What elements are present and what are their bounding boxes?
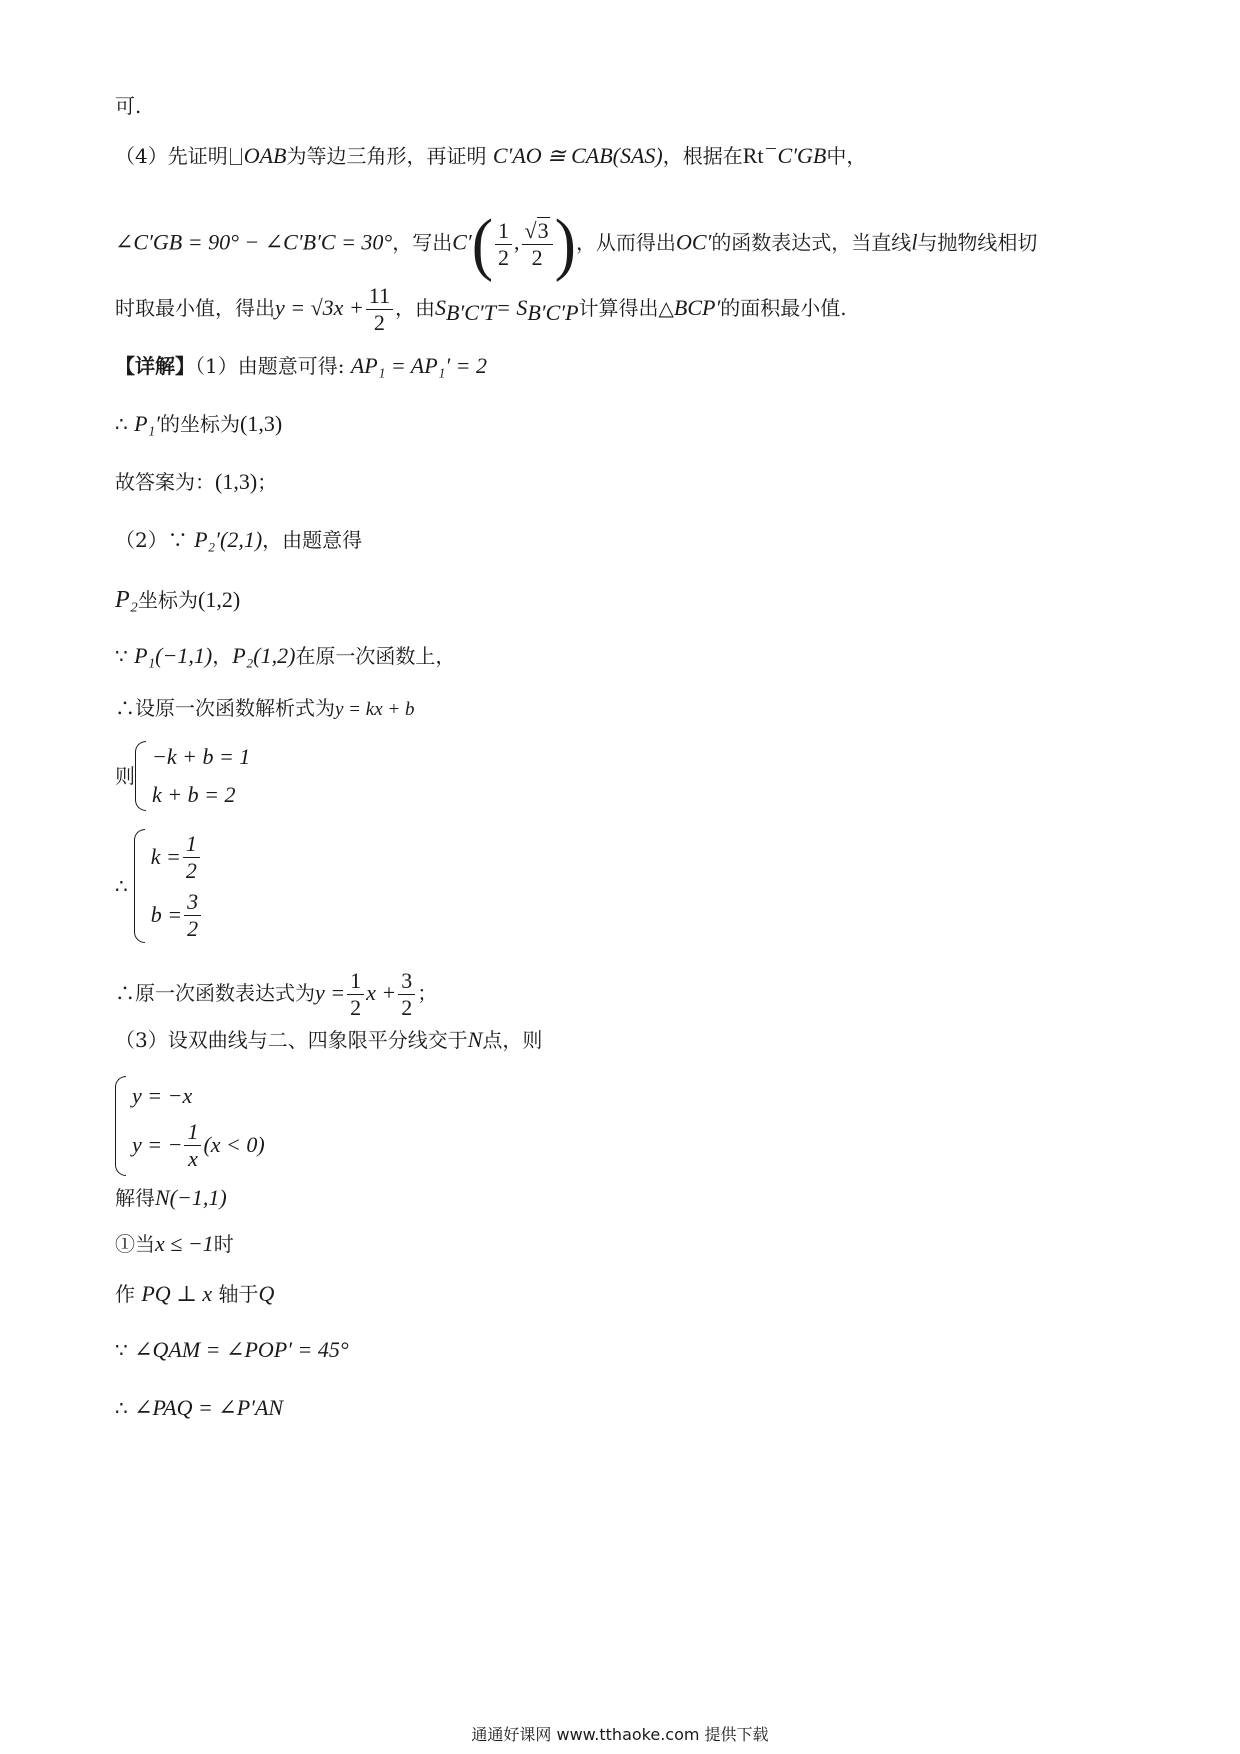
text-line: ∵ P₁(−1,1)，P₂(1,2)在原一次函数上， (115, 643, 456, 668)
text-line: ∴原一次函数表达式为y = $\frac{1}{2}$ x + $\frac{3}{2}$ ； (115, 968, 438, 1020)
fraction: $\frac{3}{2}$ (184, 889, 201, 942)
text-line: P₂坐标为(1,2) (115, 587, 241, 613)
text-line: ∠C′GB = 90° − ∠C′B′C = 30°，写出C′( $\frac{1}{2}$ , $\frac{√3}{2}$ )，从而得出OC′的函数表达式，当直线l与抛物线相切 (115, 204, 1038, 283)
text-line: ∵ ∠QAM = ∠POP′ = 45° (115, 1337, 349, 1362)
fraction: $\frac{1}{2}$ (183, 831, 200, 884)
fraction: $\frac{1}{2}$ (495, 218, 512, 271)
triangle-symbol (766, 148, 776, 149)
equation-system: ∴ k = $\frac{1}{2}$ b = $\frac{3}{2}$ (115, 828, 203, 944)
text-line: （4）先证明 OAB为等边三角形，再证明 C′AO ≅ CAB(SAS)，根据在Rt C′GB中， (115, 143, 867, 168)
equation-system: y = −x y = − $\frac{1}{x}$ (x < 0) (115, 1076, 265, 1176)
left-brace (135, 741, 146, 811)
text-line: ∴设原一次函数解析式为y = kx + b (115, 696, 415, 720)
fraction: $\frac{1}{2}$ (347, 968, 364, 1021)
left-brace (134, 829, 145, 943)
fraction: $\frac{3}{2}$ (398, 968, 415, 1021)
text-line: ∴ ∠PAQ = ∠P′AN (115, 1395, 284, 1420)
text-line: 作 PQ ⊥ x 轴于Q (115, 1281, 275, 1306)
text-line: 故答案为：(1,3)； (115, 469, 278, 494)
text-line: 时取最小值，得出y = √3x + $\frac{11}{2}$ ，由$S_{B'C'T}= S_{B'C'P}$计算得出△BCP′的面积最小值. (115, 283, 847, 335)
fraction: $\frac{1}{x}$ (184, 1119, 201, 1172)
left-brace (115, 1076, 126, 1176)
text-line: 【详解】（1）由题意可得: AP₁ = AP₁′ = 2 (115, 353, 487, 378)
text-line: ①当x ≤ −1时 (115, 1231, 234, 1256)
text-line: 解得N(−1,1) (115, 1185, 227, 1210)
text-line: ∴ P₁′的坐标为(1,3) (115, 411, 283, 436)
fraction: $\frac{11}{2}$ (366, 283, 393, 336)
text-line: （2）∵ P₂′(2,1)，由题意得 (115, 527, 363, 552)
text-line: （3）设双曲线与二、四象限平分线交于N点，则 (115, 1027, 543, 1052)
fraction: $\frac{√3}{2}$ (522, 217, 553, 271)
triangle-symbol (230, 148, 242, 165)
text-line: 可. (115, 94, 142, 118)
page-footer: 通通好课网 www.tthaoke.com 提供下载 (471, 1725, 769, 1744)
equation-system: 则 −k + b = 1 k + b = 2 (115, 738, 250, 814)
